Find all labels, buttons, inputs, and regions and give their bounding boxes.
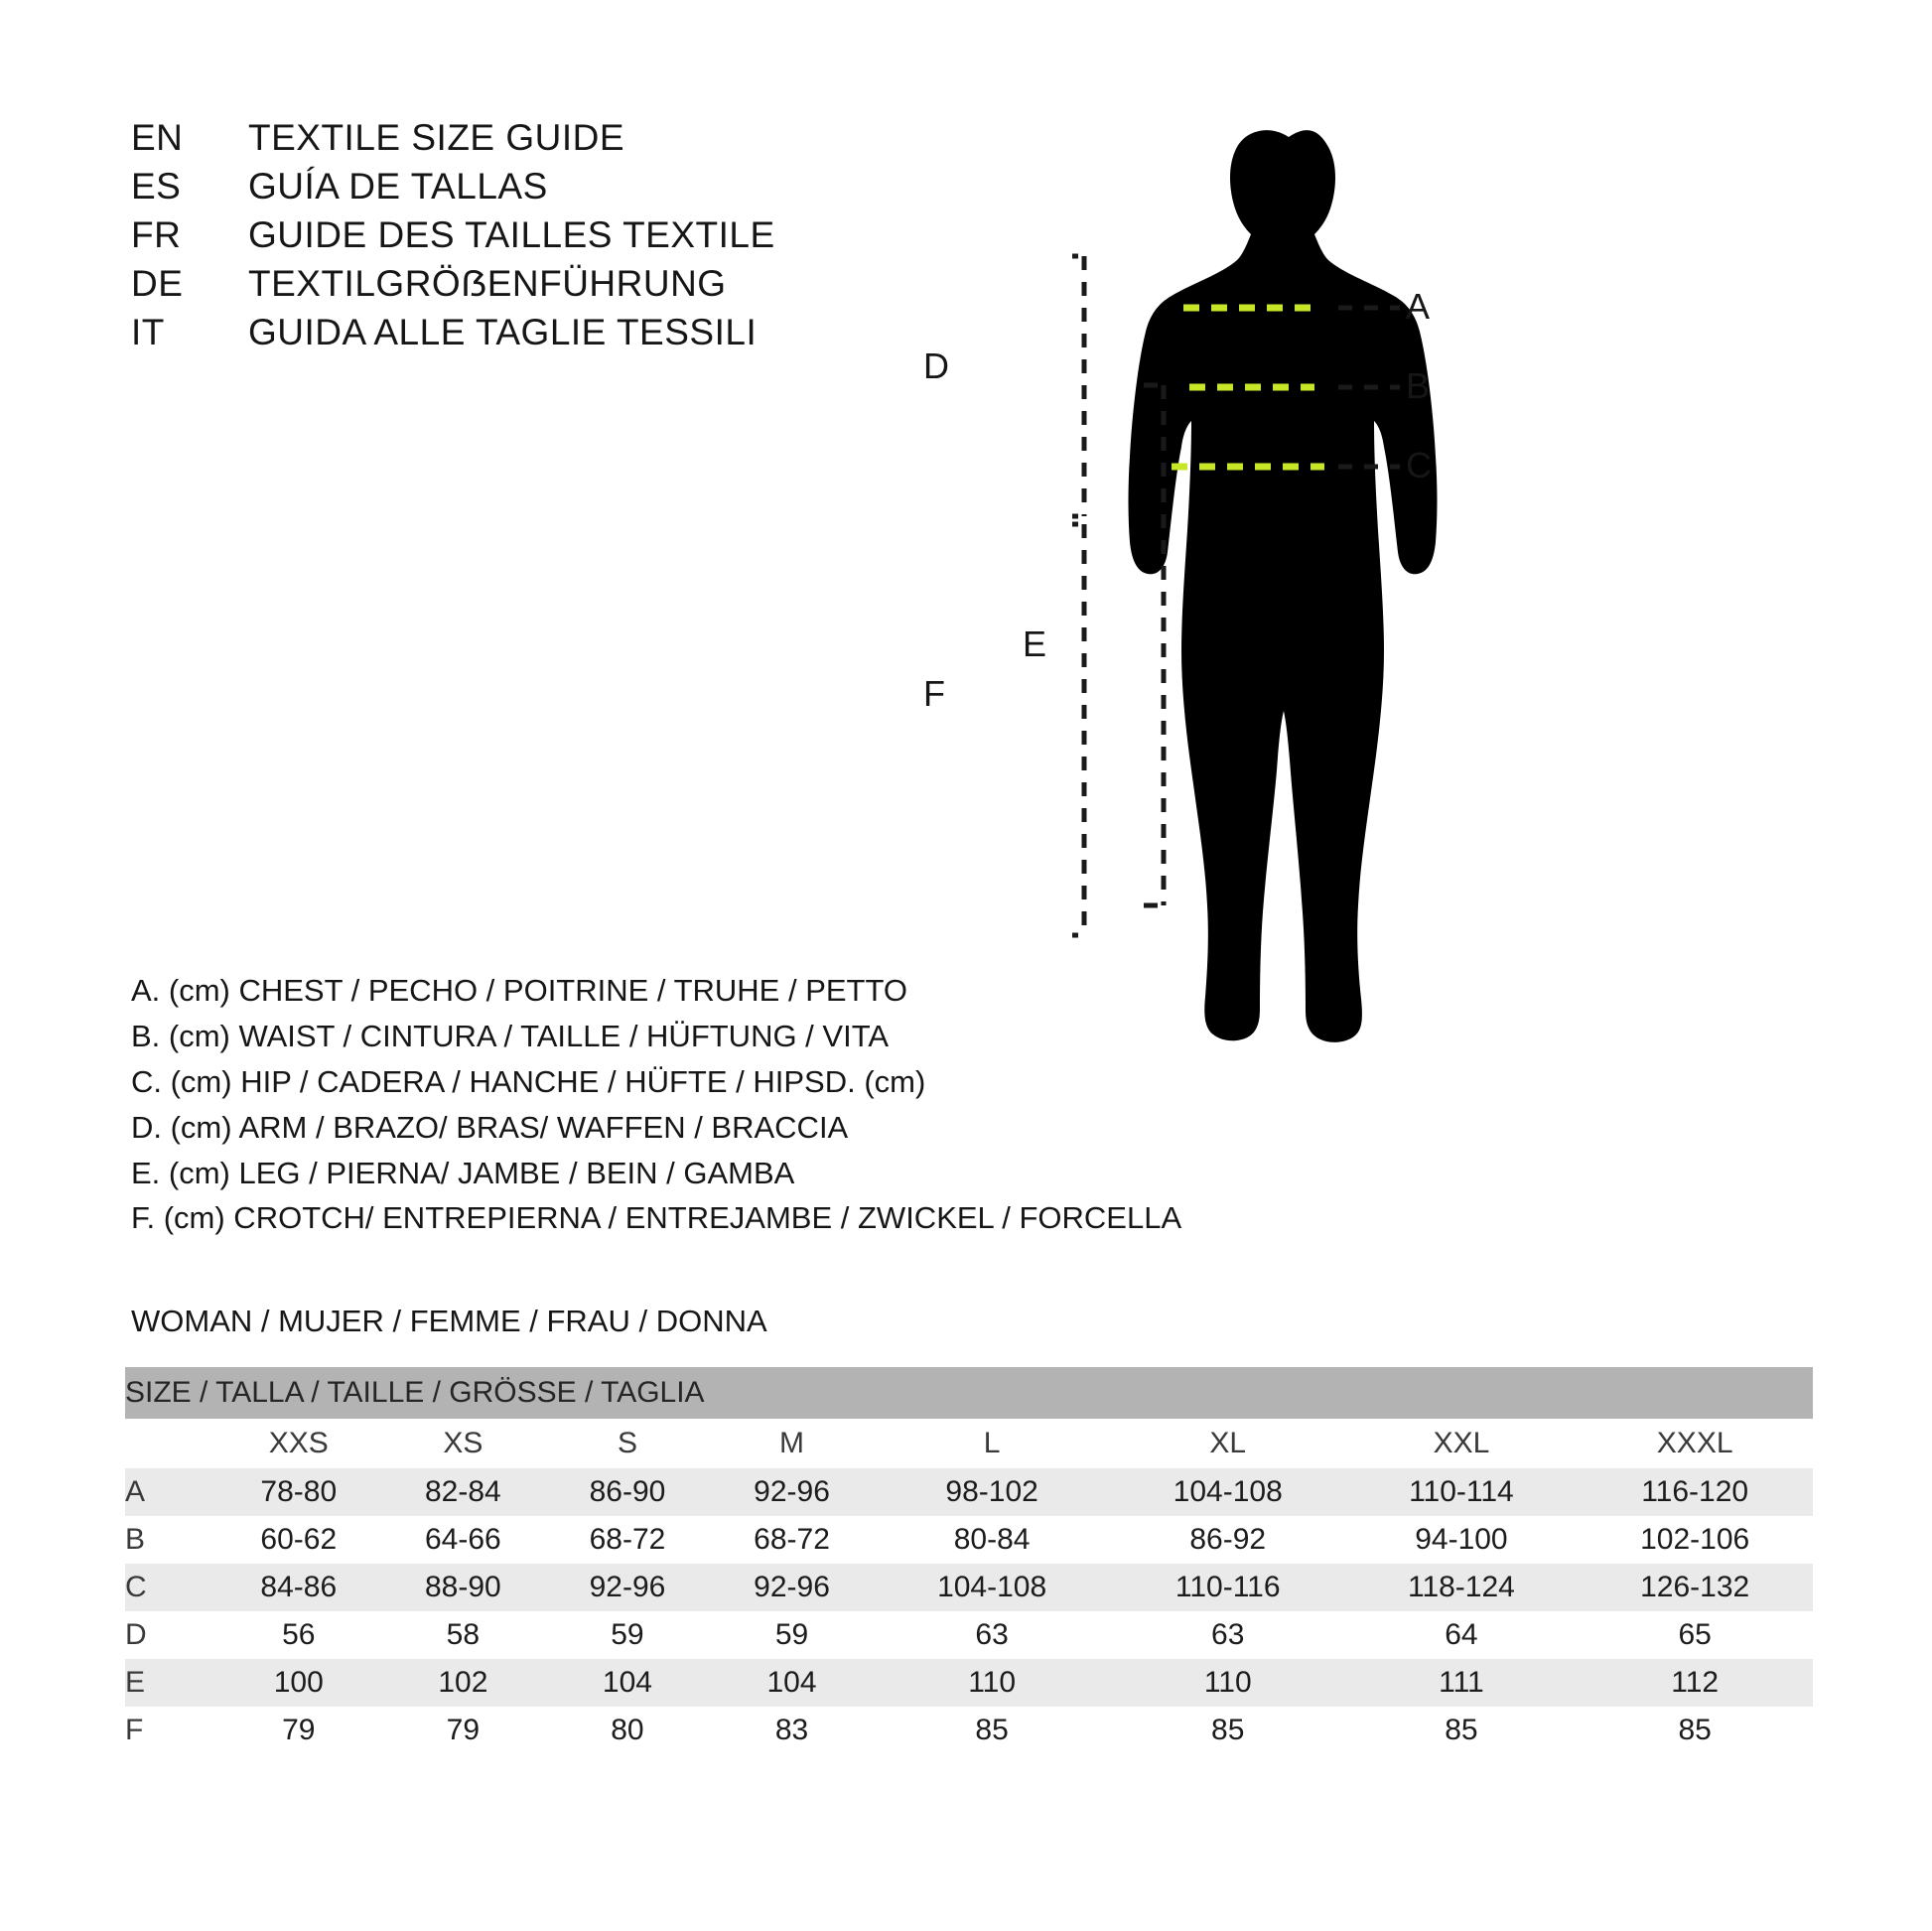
language-text-en: TEXTILE SIZE GUIDE: [248, 117, 625, 158]
cell-d-xxxl: 65: [1678, 1618, 1712, 1651]
language-row-it: [131, 312, 1025, 353]
cell-a-xxs: 78-80: [216, 1468, 381, 1516]
column-header-xxxl: XXXL: [1577, 1419, 1813, 1468]
language-text-it: GUIDA ALLE TAGLIE TESSILI: [248, 312, 758, 352]
cell-a-xl: 104-108: [1110, 1468, 1346, 1516]
measurement-legend: [131, 968, 1223, 1241]
row-label-f: F: [125, 1714, 144, 1746]
bracket-f: [1072, 524, 1084, 935]
language-text-fr: GUIDE DES TAILLES TEXTILE: [248, 214, 775, 255]
cell-d-s: 59: [611, 1618, 644, 1651]
cell-a-m: 92-96: [710, 1468, 875, 1516]
cell-c-m: 92-96: [710, 1564, 875, 1611]
table-header-row: [125, 1419, 1813, 1468]
language-code-de: DE: [131, 263, 184, 304]
cell-f-xl: 85: [1211, 1714, 1245, 1746]
table-title-row: [125, 1367, 1813, 1419]
column-header-l: L: [874, 1419, 1110, 1468]
table-row: [125, 1564, 1813, 1611]
language-code-fr: FR: [131, 214, 182, 255]
cell-c-l: 104-108: [874, 1564, 1110, 1611]
table-row: [125, 1659, 1813, 1707]
cell-a-xxl: 110-114: [1346, 1468, 1578, 1516]
legend-line-c: C. (cm) HIP / CADERA / HANCHE / HÜFTE / HIPSD. (cm): [131, 1063, 926, 1099]
table-row: [125, 1468, 1813, 1516]
row-label-a: A: [125, 1468, 216, 1516]
cell-c-xxxl: 126-132: [1577, 1564, 1813, 1611]
cell-b-xxl: 94-100: [1415, 1523, 1508, 1556]
cell-f-xxs: 79: [282, 1714, 316, 1746]
cell-f-xxxl: 85: [1678, 1714, 1712, 1746]
cell-b-xxs: 60-62: [260, 1523, 338, 1556]
legend-line-f: F. (cm) CROTCH/ ENTREPIERNA / ENTREJAMBE / ZWICKEL / FORCELLA: [131, 1200, 1182, 1236]
cell-e-xxl: 111: [1346, 1659, 1578, 1707]
size-table: [125, 1367, 1813, 1754]
column-header-s: S: [545, 1419, 710, 1468]
cell-b-xs: 64-66: [425, 1523, 501, 1556]
table-title: SIZE / TALLA / TAILLE / GRÖSSE / TAGLIA: [125, 1367, 1813, 1419]
cell-d-xxs: 56: [282, 1618, 316, 1651]
column-header-m: M: [710, 1419, 875, 1468]
bracket-d: [1072, 256, 1084, 516]
cell-e-xxs: 100: [216, 1659, 381, 1707]
table-row: [125, 1516, 1813, 1564]
legend-line-d: D. (cm) ARM / BRAZO/ BRAS/ WAFFEN / BRACCIA: [131, 1109, 849, 1145]
cell-d-xxl: 64: [1445, 1618, 1478, 1651]
cell-f-m: 83: [774, 1714, 809, 1746]
cell-e-xl: 110: [1110, 1659, 1346, 1707]
row-label-d: D: [125, 1618, 147, 1651]
table-row: [125, 1707, 1813, 1754]
row-label-e: E: [125, 1659, 216, 1707]
cell-b-xxxl: 102-106: [1640, 1523, 1750, 1556]
language-text-es: GUÍA DE TALLAS: [248, 166, 548, 207]
row-label-b: B: [125, 1523, 146, 1556]
cell-e-l: 110: [874, 1659, 1110, 1707]
language-row-en: [131, 117, 1025, 159]
cell-a-s: 86-90: [545, 1468, 710, 1516]
marker-label-c: C: [1406, 445, 1432, 485]
woman-silhouette-icon: [1129, 130, 1438, 1042]
row-label-c: C: [125, 1564, 216, 1611]
legend-line-b: B. (cm) WAIST / CINTURA / TAILLE / HÜFTUNG / VITA: [131, 1018, 890, 1053]
language-code-es: ES: [131, 166, 182, 207]
column-header-blank: [125, 1419, 216, 1468]
cell-f-xs: 79: [446, 1714, 481, 1746]
legend-line-e: E. (cm) LEG / PIERNA/ JAMBE / BEIN / GAMBA: [131, 1155, 795, 1190]
cell-c-s: 92-96: [545, 1564, 710, 1611]
cell-d-xs: 58: [446, 1618, 481, 1651]
cell-e-xxxl: 112: [1577, 1659, 1813, 1707]
cell-a-xs: 82-84: [381, 1468, 546, 1516]
cell-d-m: 59: [774, 1618, 809, 1651]
cell-c-xxl: 118-124: [1346, 1564, 1578, 1611]
cell-e-xs: 102: [381, 1659, 546, 1707]
marker-label-a: A: [1406, 286, 1431, 327]
marker-label-d: D: [923, 345, 949, 386]
cell-c-xl: 110-116: [1110, 1564, 1346, 1611]
cell-c-xxs: 84-86: [216, 1564, 381, 1611]
cell-b-m: 68-72: [754, 1523, 830, 1556]
column-header-xs: XS: [381, 1419, 546, 1468]
language-title-list: [131, 117, 1025, 360]
column-header-xxs: XXS: [216, 1419, 381, 1468]
language-code-en: EN: [131, 117, 184, 158]
legend-line-a: A. (cm) CHEST / PECHO / POITRINE / TRUHE / PETTO: [131, 973, 907, 1008]
language-text-de: TEXTILGRÖẞENFÜHRUNG: [248, 263, 727, 304]
gender-title: WOMAN / MUJER / FEMME / FRAU / DONNA: [131, 1304, 767, 1338]
cell-c-xs: 88-90: [381, 1564, 546, 1611]
cell-d-xl: 63: [1211, 1618, 1245, 1651]
language-row-es: [131, 166, 1025, 207]
cell-e-m: 104: [710, 1659, 875, 1707]
marker-label-b: B: [1406, 365, 1431, 406]
column-header-xl: XL: [1110, 1419, 1346, 1468]
cell-f-xxl: 85: [1445, 1714, 1478, 1746]
marker-label-e: E: [1023, 623, 1047, 664]
column-header-xxl: XXL: [1346, 1419, 1578, 1468]
marker-label-f: F: [923, 673, 945, 714]
language-code-it: IT: [131, 312, 165, 352]
cell-d-l: 63: [975, 1618, 1009, 1651]
cell-a-xxxl: 116-120: [1577, 1468, 1813, 1516]
cell-f-l: 85: [975, 1714, 1009, 1746]
language-row-fr: [131, 214, 1025, 256]
table-row: [125, 1611, 1813, 1659]
cell-b-s: 68-72: [589, 1523, 666, 1556]
cell-e-s: 104: [545, 1659, 710, 1707]
cell-f-s: 80: [611, 1714, 644, 1746]
language-row-de: [131, 263, 1025, 305]
cell-b-xl: 86-92: [1189, 1523, 1267, 1556]
cell-b-l: 80-84: [953, 1523, 1031, 1556]
cell-a-l: 98-102: [874, 1468, 1110, 1516]
